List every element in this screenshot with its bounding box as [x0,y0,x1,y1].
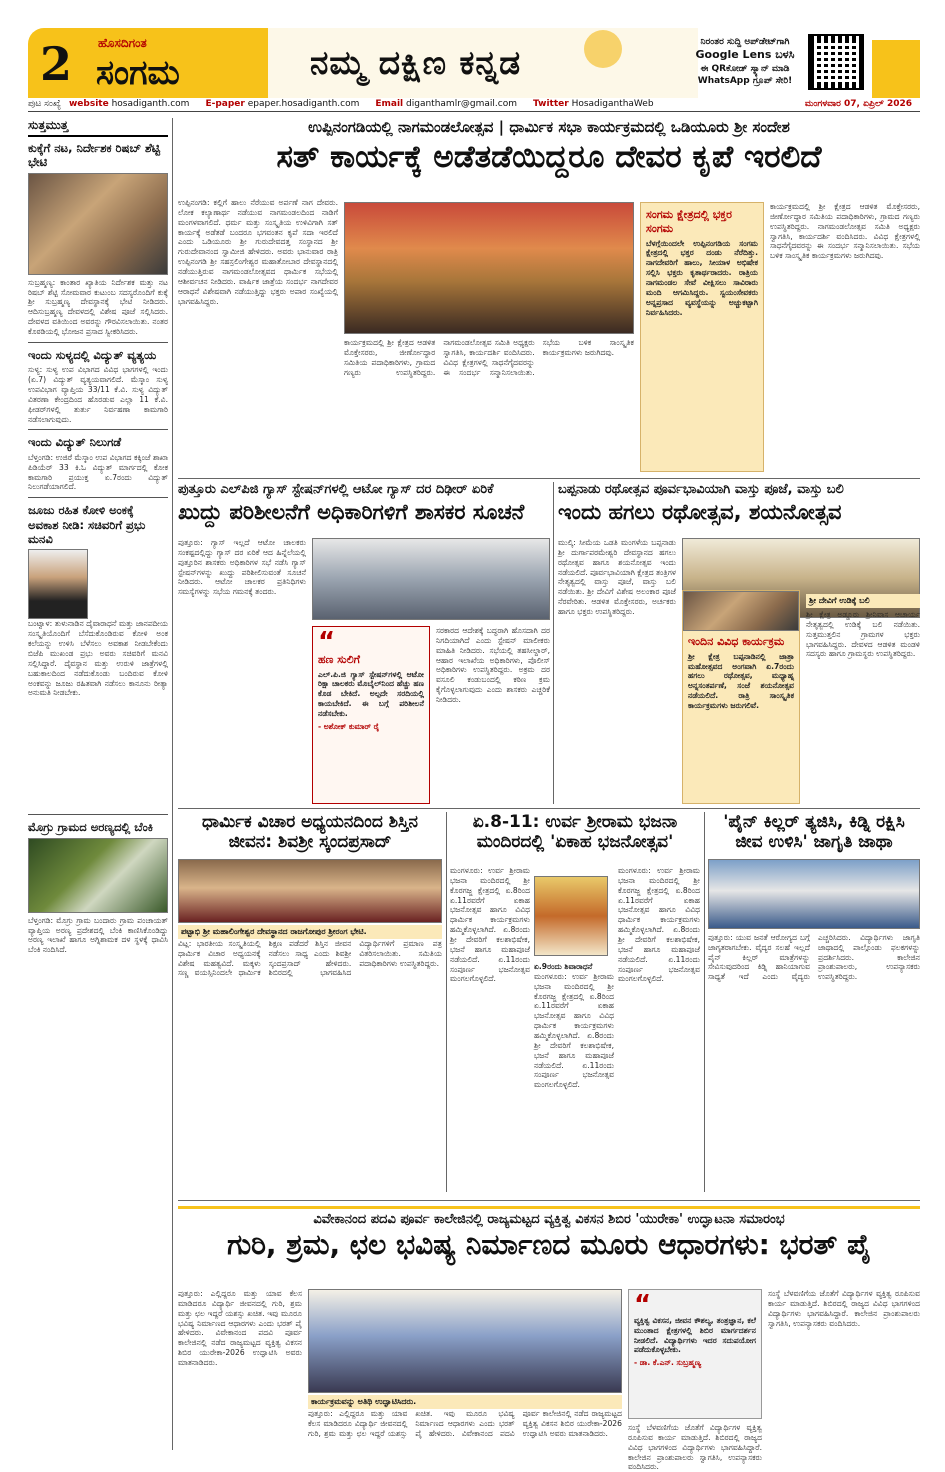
gas-text: ಪುತ್ತೂರು: ಗ್ಯಾಸ್ ಇಲ್ಲದೆ ಆಟೋ ಚಾಲಕರು ಸಂಕಷ್ಟದಲ್ಲಿದ್ದು ಗ್ಯಾಸ್ ದರ ಏರಿಕೆ ಆದ ಹಿನ್ನೆಲೆಯಲ್ಲಿ ಪುತ್ತೂರಿನ ಶಾಸಕರು ಅಧಿಕಾರಿಗಳ ಸಭೆ ನಡೆಸಿ ಗ್ಯಾಸ್ ಸ್ಟೇಷನ್‌ಗಳನ್ನು ಖುದ್ದು ಪರಿಶೀಲಿಸುವಂತೆ ಸೂಚನೆ ನೀಡಿದರು. ಆಟೋ ಚಾಲಕರ ಪ್ರತಿನಿಧಿಗಳು ಸಮಸ್ಯೆಗಳನ್ನು ಸಭೆಯ ಗಮನಕ್ಕೆ ತಂದರು. [178,538,306,597]
viv-photo-caption: ಕಾರ್ಯಕ್ರಮವನ್ನು ಅತಿಥಿ ಉದ್ಘಾಟಿಸಿದರು. [308,1395,622,1409]
masthead [0,0,945,112]
bhajana-text-2: ಮಂಗಳೂರು: ಉರ್ವ ಶ್ರೀರಾಮ ಭಜನಾ ಮಂದಿರದಲ್ಲಿ ಶ್ರೀ ಕೊರಗಜ್ಜ ಕ್ಷೇತ್ರದಲ್ಲಿ ಏ.8ರಿಂದ ಏ.11ರವರೆಗೆ ಏಕಾಹ ಭಜನೋತ್ಸವ ಹಾಗೂ ವಿವಿಧ ಧಾರ್ಮಿಕ ಕಾರ್ಯಕ್ರಮಗಳು ಹಮ್ಮಿಕೊಳ್ಳಲಾಗಿದೆ. ಏ.8ರಂದು ಶ್ರೀ ದೇವರಿಗೆ ಕಲಶಾಭಿಷೇಕ, ಭಜನೆ ಹಾಗೂ ಮಹಾಪೂಜೆ ನಡೆಯಲಿದೆ. ಏ.11ರಂದು ಸಂಪೂರ್ಣ ಭಜನೋತ್ಸವ ಮಂಗಲಗೊಳ್ಳಲಿದೆ. [534,971,614,1090]
email-label: Email [375,99,404,110]
epaper-label: E-paper [205,99,245,110]
section-title: ನಮ್ಮ ದಕ್ಷಿಣ ಕನ್ನಡ [310,43,522,82]
bhajana-headline: ಏ.8-11: ಉರ್ವ ಶ್ರೀರಾಮ ಭಜನಾ ಮಂದಿರದಲ್ಲಿ 'ಏಕಾಹ ಭಜನೋತ್ಸವ' [472,812,678,853]
brand-big: ಸಂಗಮ [96,53,180,93]
dharmika-photo [178,859,442,923]
viv-kicker: ವಿವೇಕಾನಂದ ಪದವಿ ಪೂರ್ವ ಕಾಲೇಜಿನಲ್ಲಿ ರಾಜ್ಯಮಟ್ಟದ ವ್ಯಕ್ತಿತ್ವ ವಿಕಸನ ಶಿಬಿರ 'ಯುರೇಕಾ' ಉದ್ಘಾಟನಾ ಸಮಾರಂಭ [313,1212,785,1227]
column-rule [172,118,173,1450]
story-text: ಬೆಳ್ತಂಗಡಿ: ಮೊಗ್ರು ಗ್ರಾಮ ಬಂದಾರು ಗ್ರಾಮ ಪಂಚಾಯತ್ ವ್ಯಾಪ್ತಿಯ ಅರಣ್ಯ ಪ್ರದೇಶದಲ್ಲಿ ಬೆಂಕಿ ಕಾಣಿಸಿಕೊಂಡಿದ್ದು ಅರಣ್ಯ ಇಲಾಖೆ ಹಾಗೂ ಅಗ್ನಿಶಾಮಕ ದಳ ಸ್ಥಳಕ್ಕೆ ಧಾವಿಸಿ ಬೆಂಕಿ ನಂದಿಸಿದೆ. [28,915,168,955]
gas-story [178,482,550,804]
website-label: website [68,99,109,110]
section-rule [178,808,920,809]
website-link[interactable]: hosadiganth.com [111,99,190,110]
dharmika-text: ವಿಟ್ಲ: ಭಾರತೀಯ ಸಂಸ್ಕೃತಿಯಲ್ಲಿ ಧಾರ್ಮಿಕ ವಿಚಾರ ಅಧ್ಯಯನಕ್ಕೆ ವಿಶೇಷ ಮಹತ್ವವಿದೆ. ಮಕ್ಕಳು ಸಣ್ಣ ವಯಸ್ಸಿನಿಂದಲೇ ಧಾರ್ಮಿಕ ಶಿಕ್ಷಣ ಪಡೆದರೆ ಶಿಸ್ತಿನ ಜೀವನ ನಡೆಸಲು ಸಾಧ್ಯ ಎಂದು ಶಿವಶ್ರೀ ಸ್ಕಂದಪ್ರಸಾದ್ ಹೇಳಿದರು. ಶಿಬಿರದಲ್ಲಿ ಭಾಗವಹಿಸಿದ ವಿದ್ಯಾರ್ಥಿಗಳಿಗೆ ಪ್ರಮಾಣ ಪತ್ರ ವಿತರಿಸಲಾಯಿತು. ಸಮಿತಿಯ ಪದಾಧಿಕಾರಿಗಳು ಉಪಸ್ಥಿತರಿದ್ದರು. [178,938,442,978]
story-text: ಬಂಟ್ವಾಳ: ತುಳುನಾಡಿನ ದೈವಾರಾಧನೆ ಮತ್ತು ಜಾನಪದೀಯ ಸಂಸ್ಕೃತಿಯೊಂದಿಗೆ ಬೆಸೆದುಕೊಂಡಿರುವ ಕೋಳಿ ಅಂಕ ಕಲೆಯನ್ನು ಉಳಿಸಿ ಬೆಳೆಸಲು ಅವಕಾಶ ನೀಡಬೇಕೆಂದು ಬಿಜೆಪಿ ಮುಖಂಡ ಪ್ರಭು ಅವರು ಸಚಿವರಿಗೆ ಮನವಿ ಸಲ್ಲಿಸಿದ್ದಾರೆ. ದೈವಸ್ಥಾನ ಮತ್ತು ಉರುಳಿ ಜಾತ್ರೆಗಳಲ್ಲಿ ಬಹುಕಾಲದಿಂದ ನಡೆದುಕೊಂಡು ಬಂದಿರುವ ಕೋಳಿ ಅಂಕವನ್ನು ಜೂಜು ರಹಿತವಾಗಿ ನಡೆಸಲು ಕಾನೂನು ರೀತ್ಯಾ ಅನುಮತಿ ನೀಡಬೇಕು. [28,619,168,698]
lead-text: ಉಪ್ಪಿನಂಗಡಿ: ಕಲ್ಲಿಗೆ ಹಾಲು ನೆರೆಯುವ ಅರ್ಪಣೆ ನಾಗ ದೇವರು. ಲೋಕ ಕಲ್ಯಾಣಾರ್ಥ ನಡೆಯುವ ನಾಗಮಂಡಲದಿಂದ ನಾಡಿಗೆ ಮಂಗಳವಾಗಲಿದೆ. ಧರ್ಮ ಮತ್ತು ಸಂಸ್ಕೃತಿಯ ಉಳಿವಿಗಾಗಿ ಸತ್ ಕಾರ್ಯಕ್ಕೆ ಅಡೆತಡೆ ಬಂದರೂ ಭಗವಂತನ ಕೃಪೆ ಸದಾ ಇರಲಿದೆ ಎಂದು ಒಡಿಯೂರು ಶ್ರೀ ಗುರುದೇವದತ್ತ ಸಂಸ್ಥಾನದ ಶ್ರೀ ಗುರುದೇವಾನಂದ ಸ್ವಾಮೀಜಿ ಹೇಳಿದರು. ಅವರು ಭಾನುವಾರ ರಾತ್ರಿ ಉಪ್ಪಿನಂಗಡಿ ಶ್ರೀ ಸಹಸ್ರಲಿಂಗೇಶ್ವರ ಮಹಾತೋಬಾರ ದೇವಸ್ಥಾನದಲ್ಲಿ ನಡೆಯುತ್ತಿರುವ ನಾಗಮಂಡಲೋತ್ಸವದ ಧಾರ್ಮಿಕ ಸಭೆಯಲ್ಲಿ ಆಶೀರ್ವಚನ ನೀಡಿದರು. ವಾರ್ಷಿಕ ಜಾತ್ರೆಯ ಸಂದರ್ಭ ನಾಗದೇವರ ಆರಾಧನೆ ವಿಶೇಷವಾಗಿ ನಡೆಯುತ್ತಿದ್ದು ಭಕ್ತರು ಅಪಾರ ಸಂಖ್ಯೆಯಲ್ಲಿ ಭಾಗವಹಿಸಿದ್ದರು. [178,198,338,306]
divider [28,814,168,815]
quote-icon: “ [318,627,336,657]
quote-tag: ಹಣ ಸುಲಿಗೆ [318,652,360,666]
viv-text: ಪುತ್ತೂರು: ಎಲ್ಲಿದ್ದರೂ ಮತ್ತು ಯಾವ ಕೆಲಸ ಮಾಡಿದರೂ ವಿದ್ಯಾರ್ಥಿ ಜೀವನದಲ್ಲಿ ಗುರಿ, ಶ್ರಮ ಮತ್ತು ಛಲ ಇದ್ದರೆ ಯಶಸ್ಸು ಖಚಿತ. ಇವು ಮೂರೂ ಭವಿಷ್ಯ ನಿರ್ಮಾಣದ ಆಧಾರಗಳು ಎಂದು ಭರತ್ ಪೈ ಹೇಳಿದರು. ವಿವೇಕಾನಂದ ಪದವಿ ಪೂರ್ವ ಕಾಲೇಜಿನಲ್ಲಿ ನಡೆದ ರಾಜ್ಯಮಟ್ಟದ ವ್ಯಕ್ತಿತ್ವ ವಿಕಸನ ಶಿಬಿರ ಯುರೇಕಾ-2026 ಉದ್ಘಾಟಿಸಿ ಅವರು ಮಾತನಾಡಿದರು. [178,1289,302,1368]
email-link[interactable]: diganthamlr@gmail.com [406,99,517,110]
ratha-headline: ಇಂದು ಹಗಲು ರಥೋತ್ಸವ, ಶಯನೋತ್ಸವ [558,499,842,524]
bhajana-text: ಮಂಗಳೂರು: ಉರ್ವ ಶ್ರೀರಾಮ ಭಜನಾ ಮಂದಿರದಲ್ಲಿ ಶ್ರೀ ಕೊರಗಜ್ಜ ಕ್ಷೇತ್ರದಲ್ಲಿ ಏ.8ರಿಂದ ಏ.11ರವರೆಗೆ ಏಕಾಹ ಭಜನೋತ್ಸವ ಹಾಗೂ ವಿವಿಧ ಧಾರ್ಮಿಕ ಕಾರ್ಯಕ್ರಮಗಳು ಹಮ್ಮಿಕೊಳ್ಳಲಾಗಿದೆ. ಏ.8ರಂದು ಶ್ರೀ ದೇವರಿಗೆ ಕಲಶಾಭಿಷೇಕ, ಭಜನೆ ಹಾಗೂ ಮಹಾಪೂಜೆ ನಡೆಯಲಿದೆ. ಏ.11ರಂದು ಸಂಪೂರ್ಣ ಭಜನೋತ್ಸವ ಮಂಗಲಗೊಳ್ಳಲಿದೆ. [450,866,530,984]
bhajana-photo [534,876,608,956]
info-bar [28,99,920,112]
qr-line-4: WhatsApp ಗ್ರೂಪ್ ಸೇರಿ! [697,76,793,87]
dharmika-story [178,812,442,1192]
twitter-label: Twitter [532,99,569,110]
lead-kicker: ಉಪ್ಪಿನಂಗಡಿಯಲ್ಲಿ ನಾಗಮಂಡಲೋತ್ಸವ | ಧಾರ್ಮಿಕ ಸಭಾ ಕಾರ್ಯಕ್ರಮದಲ್ಲಿ ಒಡಿಯೂರು ಶ್ರೀ ಸಂದೇಶ [308,118,790,136]
kidney-story [708,812,920,1192]
divider [28,342,168,343]
page-number: 2 [40,37,73,91]
qr-line-1: ನಿರಂತರ ಸುದ್ದಿ ಅಪ್‌ಡೇಟ್‌ಗಾಗಿ [700,37,790,47]
section-rule [178,478,920,479]
bhajana-text-3: ಮಂಗಳೂರು: ಉರ್ವ ಶ್ರೀರಾಮ ಭಜನಾ ಮಂದಿರದಲ್ಲಿ ಶ್ರೀ ಕೊರಗಜ್ಜ ಕ್ಷೇತ್ರದಲ್ಲಿ ಏ.8ರಿಂದ ಏ.11ರವರೆಗೆ ಏಕಾಹ ಭಜನೋತ್ಸವ ಹಾಗೂ ವಿವಿಧ ಧಾರ್ಮಿಕ ಕಾರ್ಯಕ್ರಮಗಳು ಹಮ್ಮಿಕೊಳ್ಳಲಾಗಿದೆ. ಏ.8ರಂದು ಶ್ರೀ ದೇವರಿಗೆ ಕಲಶಾಭಿಷೇಕ, ಭಜನೆ ಹಾಗೂ ಮಹಾಪೂಜೆ ನಡೆಯಲಿದೆ. ಏ.11ರಂದು ಸಂಪೂರ್ಣ ಭಜನೋತ್ಸವ ಮಂಗಲಗೊಳ್ಳಲಿದೆ. [618,866,700,984]
viv-quote-author: - ಡಾ. ಕೆ.ಎನ್. ಸುಬ್ರಹ್ಮಣ್ಯ [634,1358,702,1368]
vivekananda-story [178,1206,920,1472]
viv-quote-text: ವ್ಯಕ್ತಿತ್ವ ವಿಕಸನ, ಜೀವನ ಕೌಶಲ್ಯ, ತಂತ್ರಜ್ಞಾನ, ಕಲೆ ಮುಂತಾದ ಕ್ಷೇತ್ರಗಳಲ್ಲಿ ಶಿಬಿರ ಮಾರ್ಗದರ್ಶನ ನೀಡಲಿದೆ. ವಿದ್ಯಾರ್ಥಿಗಳು ಇದರ ಸದುಪಯೋಗ ಪಡೆದುಕೊಳ್ಳಬೇಕು. [634,1315,756,1355]
story-headline: ಇಂದು ವಿದ್ಯುತ್ ನಿಲುಗಡೆ [28,435,122,450]
lead-sidebar-box [640,202,764,472]
ratha-story [558,482,920,804]
lead-right-text: ಕಾರ್ಯಕ್ರಮದಲ್ಲಿ ಶ್ರೀ ಕ್ಷೇತ್ರದ ಆಡಳಿತ ಮೊಕ್ತೇಸರರು, ಜೀರ್ಣೋದ್ಧಾರ ಸಮಿತಿಯ ಪದಾಧಿಕಾರಿಗಳು, ಗ್ರಾಮದ ಗಣ್ಯರು ಉಪಸ್ಥಿತರಿದ್ದರು. ನಾಗಮಂಡಲೋತ್ಸವ ಸಮಿತಿ ಅಧ್ಯಕ್ಷರು ಸ್ವಾಗತಿಸಿ, ಕಾರ್ಯದರ್ಶಿ ವಂದಿಸಿದರು. ವಿವಿಧ ಕ್ಷೇತ್ರಗಳಲ್ಲಿ ಸಾಧನೆಗೈದವರನ್ನು ಈ ಸಂದರ್ಭ ಸನ್ಮಾನಿಸಲಾಯಿತು. ಸಭೆಯ ಬಳಿಕ ಸಾಂಸ್ಕೃತಿಕ ಕಾರ್ಯಕ್ರಮಗಳು ಜರುಗಿದವು. [770,202,920,261]
qr-code-icon[interactable] [808,34,864,90]
lead-photo [344,202,634,334]
kidney-text: ಪುತ್ತೂರು: ಯುವ ಜನತೆ ಆರೋಗ್ಯದ ಬಗ್ಗೆ ಜಾಗೃತರಾಗಬೇಕು. ವೈದ್ಯರ ಸಲಹೆ ಇಲ್ಲದೆ ಪೈನ್ ಕಿಲ್ಲರ್ ಮಾತ್ರೆಗಳನ್ನು ಸೇವಿಸುವುದರಿಂದ ಕಿಡ್ನಿ ಹಾನಿಯಾಗುವ ಸಾಧ್ಯತೆ ಇದೆ ಎಂದು ವೈದ್ಯರು ಎಚ್ಚರಿಸಿದರು. ವಿದ್ಯಾರ್ಥಿಗಳು ಜಾಗೃತಿ ಜಾಥಾದಲ್ಲಿ ಪಾಲ್ಗೊಂಡು ಫಲಕಗಳನ್ನು ಪ್ರದರ್ಶಿಸಿದರು. ಕಾಲೇಜಿನ ಪ್ರಾಂಶುಪಾಲರು, ಉಪನ್ಯಾಸಕರು ಉಪಸ್ಥಿತರಿದ್ದರು. [708,932,920,982]
qr-instructions [690,36,800,87]
gas-photo [312,538,550,620]
ratha-box-tag: ಇಂದಿನ ವಿವಿಧ ಕಾರ್ಯಕ್ರಮ [688,635,785,648]
issue-date: ಮಂಗಳವಾರ 07, ಏಪ್ರಿಲ್ 2026 [804,99,912,110]
ratha-box [682,590,800,804]
sun-graphic [584,30,622,68]
dharmika-headline: ಧಾರ್ಮಿಕ ವಿಚಾರ ಅಧ್ಯಯನದಿಂದ ಶಿಸ್ತಿನ ಜೀವನ: ಶಿವಶ್ರೀ ಸ್ಕಂದಪ್ರಸಾದ್ [202,812,418,853]
bhajana-story [450,812,700,1192]
viv-text-under-quote: ಸಂಸ್ಥೆ ಬೆಳವಣಿಗೆಯ ಜೊತೆಗೆ ವಿದ್ಯಾರ್ಥಿಗಳ ವ್ಯಕ್ತಿತ್ವ ರೂಪಿಸುವ ಕಾರ್ಯ ಮಾಡುತ್ತಿದೆ. ಶಿಬಿರದಲ್ಲಿ ರಾಜ್ಯದ ವಿವಿಧ ಭಾಗಗಳಿಂದ ವಿದ್ಯಾರ್ಥಿಗಳು ಭಾಗವಹಿಸಿದ್ದಾರೆ. ಕಾಲೇಜಿನ ಪ್ರಾಂಶುಪಾಲರು ಸ್ವಾಗತಿಸಿ, ಉಪನ್ಯಾಸಕರು ವಂದಿಸಿದರು. [628,1423,762,1472]
column-label: ಸುತ್ತಮುತ್ತ [28,118,168,137]
gas-quote-box [312,626,430,804]
quote-icon: “ [634,1290,652,1320]
column-rule [704,812,705,1192]
forest-fire-photo [28,838,168,913]
gas-kicker: ಪುತ್ತೂರು ಎಲ್‌ಪಿಜಿ ಗ್ಯಾಸ್ ಸ್ಟೇಷನ್‌ಗಳಲ್ಲಿ ಆಟೋ ಗ್ಯಾಸ್ ದರ ದಿಢೀರ್ ಏರಿಕೆ [178,482,494,497]
ratha-caption: ಶ್ರೀ ದೇವಿಗೆ ಉಡಿಕ್ಕೆ ಬಲಿ [806,594,920,608]
qr-line-3: ಈ QRಕೋಡ್ ಸ್ಕ್ಯಾನ್ ಮಾಡಿ [700,63,790,74]
viv-right-text: ಸಂಸ್ಥೆ ಬೆಳವಣಿಗೆಯ ಜೊತೆಗೆ ವಿದ್ಯಾರ್ಥಿಗಳ ವ್ಯಕ್ತಿತ್ವ ರೂಪಿಸುವ ಕಾರ್ಯ ಮಾಡುತ್ತಿದೆ. ಶಿಬಿರದಲ್ಲಿ ರಾಜ್ಯದ ವಿವಿಧ ಭಾಗಗಳಿಂದ ವಿದ್ಯಾರ್ಥಿಗಳು ಭಾಗವಹಿಸಿದ್ದಾರೆ. ಕಾಲೇಜಿನ ಪ್ರಾಂಶುಪಾಲರು ಸ್ವಾಗತಿಸಿ, ಉಪನ್ಯಾಸಕರು ವಂದಿಸಿದರು. [768,1289,920,1328]
portrait-photo [28,549,88,619]
viv-photo [308,1289,622,1393]
ratha-text: ಮುಲ್ಕಿ: ಸೀಮೆಯ ಒಡತಿ ಮಂಗಳೆಯ ಬಪ್ಪನಾಡು ಶ್ರೀ ದುರ್ಗಾಪರಮೇಶ್ವರಿ ದೇವಸ್ಥಾನದ ಹಗಲು ರಥೋತ್ಸವ ಹಾಗೂ ಶಯನೋತ್ಸವ ಇಂದು ನಡೆಯಲಿದೆ. ಪೂರ್ವಭಾವಿಯಾಗಿ ಕ್ಷೇತ್ರದ ತಂತ್ರಿಗಳ ನೇತೃತ್ವದಲ್ಲಿ ವಾಸ್ತು ಪೂಜೆ, ವಾಸ್ತು ಬಲಿ ನಡೆಯಿತು. ಶ್ರೀ ದೇವಿಗೆ ವಿಶೇಷ ಅಲಂಕಾರ ಪೂಜೆ ನೆರವೇರಿತು. ಆಡಳಿತ ಮೊಕ್ತೇಸರರು, ಅರ್ಚಕರು ಹಾಗೂ ಭಕ್ತರು ಉಪಸ್ಥಿತರಿದ್ದರು. [558,538,676,617]
viv-headline: ಗುರಿ, ಶ್ರಮ, ಛಲ ಭವಿಷ್ಯ ನಿರ್ಮಾಣದ ಮೂರು ಆಧಾರಗಳು: ಭರತ್ ಪೈ [227,1227,871,1261]
bhajana-sub: ಏ.9ರಂದು ಶಿವಾರಾಧನೆ [534,962,593,971]
left-column [28,118,168,1448]
lead-text-continued: ಕಾರ್ಯಕ್ರಮದಲ್ಲಿ ಶ್ರೀ ಕ್ಷೇತ್ರದ ಆಡಳಿತ ಮೊಕ್ತೇಸರರು, ಜೀರ್ಣೋದ್ಧಾರ ಸಮಿತಿಯ ಪದಾಧಿಕಾರಿಗಳು, ಗ್ರಾಮದ ಗಣ್ಯರು ಉಪಸ್ಥಿತರಿದ್ದರು. ನಾಗಮಂಡಲೋತ್ಸವ ಸಮಿತಿ ಅಧ್ಯಕ್ಷರು ಸ್ವಾಗತಿಸಿ, ಕಾರ್ಯದರ್ಶಿ ವಂದಿಸಿದರು. ವಿವಿಧ ಕ್ಷೇತ್ರಗಳಲ್ಲಿ ಸಾಧನೆಗೈದವರನ್ನು ಈ ಸಂದರ್ಭ ಸನ್ಮಾನಿಸಲಾಯಿತು. ಸಭೆಯ ಬಳಿಕ ಸಾಂಸ್ಕೃತಿಕ ಕಾರ್ಯಕ್ರಮಗಳು ಜರುಗಿದವು. [344,338,634,377]
section-rule [178,1200,920,1201]
story-headline: ಜೂಜು ರಹಿತ ಕೋಳಿ ಅಂಕಕ್ಕೆ ಅವಕಾಶ ನೀಡಿ: ಸಚಿವರಿಗೆ ಪ್ರಭು ಮನವಿ [28,503,146,546]
kidney-photo [708,859,920,929]
story-headline: ಇಂದು ಸುಳ್ಯದಲ್ಲಿ ವಿದ್ಯುತ್ ವ್ಯತ್ಯಯ [28,347,157,362]
epaper-link[interactable]: epaper.hosadiganth.com [247,99,360,110]
lead-box-text: ಬೆಳಗ್ಗೆಯಿಂದಲೇ ಉಪ್ಪಿನಂಗಡಿಯ ಸಂಗಮ ಕ್ಷೇತ್ರದಲ್ಲಿ ಭಕ್ತರ ದಂಡು ನೆರೆದಿತ್ತು. ನಾಗದೇವರಿಗೆ ಹಾಲು, ಸೀಯಾಳ ಅಭಿಷೇಕ ಸಲ್ಲಿಸಿ ಭಕ್ತರು ಕೃತಾರ್ಥರಾದರು. ರಾತ್ರಿಯ ನಾಗಮಂಡಲ ಸೇವೆ ವೀಕ್ಷಿಸಲು ಸಾವಿರಾರು ಮಂದಿ ಆಗಮಿಸಿದ್ದರು. ಸ್ವಯಂಸೇವಕರು ಅನ್ನಪ್ರಸಾದ ವ್ಯವಸ್ಥೆಯನ್ನು ಅಚ್ಚುಕಟ್ಟಾಗಿ ನಿರ್ವಹಿಸಿದರು. [646,238,758,317]
story-text: ಸುಳ್ಯ: ಸುಳ್ಯ ಉಪ ವಿಭಾಗದ ವಿವಿಧ ಭಾಗಗಳಲ್ಲಿ ಇಂದು (ಏ.7) ವಿದ್ಯುತ್ ವ್ಯತ್ಯಯವಾಗಲಿದೆ. ಮೆಸ್ಕಾಂ ಸುಳ್ಯ ಉಪವಿಭಾಗ ವ್ಯಾಪ್ತಿಯ 33/11 ಕೆ.ವಿ. ಸುಳ್ಯ ವಿದ್ಯುತ್ ವಿತರಣಾ ಕೇಂದ್ರದಿಂದ ಹೊರಡುವ ಎಲ್ಲಾ 11 ಕೆ.ವಿ. ಫೀಡರ್‌ಗಳಲ್ಲಿ ತುರ್ತು ನಿರ್ವಹಣಾ ಕಾಮಗಾರಿ ನಡೆಸಲಾಗುವುದು. [28,365,168,424]
lead-story [178,118,920,474]
column-rule [446,812,447,1192]
story-headline: ಮೊಗ್ರು ಗ್ರಾಮದ ಅರಣ್ಯದಲ್ಲಿ ಬೆಂಕಿ [28,820,154,835]
divider [28,429,168,430]
story-text: ಬೆಳ್ತಂಗಡಿ: ಉಜಿರೆ ಮೆಸ್ಕಾಂ ಉಪ ವಿಭಾಗದ ಕಕ್ಕಿಂಜೆ ಶಾಖಾ ಪಿಡಿಯೆರ್ 33 ಕಿ.ಓ ವಿದ್ಯುತ್ ಮಾರ್ಗದಲ್ಲಿ ಕೋಕ ಕಾಮಗಾರಿ ಪ್ರಯುಕ್ತ ಏ.7ರಂದು ವಿದ್ಯುತ್ ನಿಲುಗಡೆಯಾಗಲಿದೆ. [28,452,168,492]
story-photo [28,173,168,275]
story-headline: ಕುಕ್ಕೆಗೆ ನಟ, ನಿರ್ದೇಶಕ ರಿಷಬ್ ಶೆಟ್ಟಿ ಭೇಟಿ [28,141,161,170]
gas-right-text: ಸರಕಾರದ ಆದೇಶಕ್ಕೆ ಬದ್ಧರಾಗಿ ಹೊಸದಾಗಿ ದರ ನಿಗದಿಯಾಗಿದೆ ಎಂದು ಸ್ಟೇಷನ್ ಮಾಲೀಕರು ಮಾಹಿತಿ ನೀಡಿದರು. ಸಭೆಯಲ್ಲಿ ತಹಸೀಲ್ದಾರ್, ಆಹಾರ ಇಲಾಖೆಯ ಅಧಿಕಾರಿಗಳು, ಪೊಲೀಸ್ ಅಧಿಕಾರಿಗಳು ಉಪಸ್ಥಿತರಿದ್ದರು. ಅಕ್ರಮ ದರ ವಸೂಲಿ ಕಂಡುಬಂದಲ್ಲಿ ಕಠಿಣ ಕ್ರಮ ಕೈಗೊಳ್ಳಲಾಗುವುದು ಎಂದು ಶಾಸಕರು ಎಚ್ಚರಿಕೆ ನೀಡಿದರು. [436,626,550,705]
quote-text: ಎಲ್.ಪಿ.ಜಿ ಗ್ಯಾಸ್ ಸ್ಟೇಷನ್‌ಗಳಲ್ಲಿ ಆಟೋ ರಿಕ್ಷಾ ಚಾಲಕರು ಮೊಬೈಲ್‌ನಿಂದ ಹೆಚ್ಚು ಹಣ ಕೊಡ ಬೇಕಿದೆ. ಅಲ್ಪದೇ ಸರದಿಯಲ್ಲಿ ಕಾಯಬೇಕಿದೆ. ಈ ಬಗ್ಗೆ ಪರಿಶೀಲನೆ ನಡೆಸಬೇಕು. [318,669,424,718]
kidney-headline: 'ಪೈನ್ ಕಿಲ್ಲರ್ ತ್ಯಜಿಸಿ, ಕಿಡ್ನಿ ರಕ್ಷಿಸಿ ಜೀವ ಉಳಿಸಿ' ಜಾಗೃತಿ ಜಾಥಾ [723,812,905,853]
ratha-box-text: ಶ್ರೀ ಕ್ಷೇತ್ರ ಬಪ್ಪನಾಡಿನಲ್ಲಿ ಜಾತ್ರಾ ಮಹೋತ್ಸವದ ಅಂಗವಾಗಿ ಏ.7ರಂದು ಹಗಲು ರಥೋತ್ಸವ, ಮಧ್ಯಾಹ್ನ ಅನ್ನಸಂತರ್ಪಣೆ, ಸಂಜೆ ಶಯನೋತ್ಸವ ನಡೆಯಲಿದೆ. ರಾತ್ರಿ ಸಾಂಸ್ಕೃತಿಕ ಕಾರ್ಯಕ್ರಮಗಳು ಜರುಗಲಿವೆ. [688,651,794,711]
masthead-yellow-side [872,40,920,98]
story-text: ಸುಬ್ರಹ್ಮಣ್ಯ: ಕಾಂತಾರ ಖ್ಯಾತಿಯ ನಿರ್ದೇಶಕ ಮತ್ತು ನಟ ರಿಷಬ್ ಶೆಟ್ಟಿ ಸೋಮವಾರ ಕುಟುಂಬ ಸದಸ್ಯರೊಂದಿಗೆ ಕುಕ್ಕೆ ಶ್ರೀ ಸುಬ್ರಹ್ಮಣ್ಯ ದೇವಸ್ಥಾನಕ್ಕೆ ಭೇಟಿ ನೀಡಿದರು. ಆದಿಸುಬ್ರಹ್ಮಣ್ಯ ದೇವಳದಲ್ಲಿ ವಿಶೇಷ ಪೂಜೆ ಸಲ್ಲಿಸಿದರು. ದೇವಳದ ವತಿಯಿಂದ ಅವರನ್ನು ಗೌರವಿಸಲಾಯಿತು. ನಂತರ ಕೊಠಡಿಯಲ್ಲಿ ಭೋಜನ ಪ್ರಸಾದ ಸ್ವೀಕರಿಸಿದರು. [28,277,168,337]
viv-text-continued: ಪುತ್ತೂರು: ಎಲ್ಲಿದ್ದರೂ ಮತ್ತು ಯಾವ ಕೆಲಸ ಮಾಡಿದರೂ ವಿದ್ಯಾರ್ಥಿ ಜೀವನದಲ್ಲಿ ಗುರಿ, ಶ್ರಮ ಮತ್ತು ಛಲ ಇದ್ದರೆ ಯಶಸ್ಸು ಖಚಿತ. ಇವು ಮೂರೂ ಭವಿಷ್ಯ ನಿರ್ಮಾಣದ ಆಧಾರಗಳು ಎಂದು ಭರತ್ ಪೈ ಹೇಳಿದರು. ವಿವೇಕಾನಂದ ಪದವಿ ಪೂರ್ವ ಕಾಲೇಜಿನಲ್ಲಿ ನಡೆದ ರಾಜ್ಯಮಟ್ಟದ ವ್ಯಕ್ತಿತ್ವ ವಿಕಸನ ಶಿಬಿರ ಯುರೇಕಾ-2026 ಉದ್ಘಾಟಿಸಿ ಅವರು ಮಾತನಾಡಿದರು. [308,1409,622,1438]
divider [28,497,168,498]
lead-headline: ಸತ್ ಕಾರ್ಯಕ್ಕೆ ಅಡೆತಡೆಯಿದ್ದರೂ ದೇವರ ಕೃಪೆ ಇರಲಿದೆ [276,139,822,175]
viv-quote-box [628,1289,762,1419]
qr-line-2: Google Lens ಬಳಸಿ [695,48,795,62]
brand-small: ಹೊಸದಿಗಂತ [98,36,147,50]
quote-author: - ಅಶೋಕ್ ಕುಮಾರ್ ರೈ [318,721,380,731]
ratha-kicker: ಬಪ್ಪನಾಡು ರಥೋತ್ಸವ ಪೂರ್ವಭಾವಿಯಾಗಿ ವಾಸ್ತು ಪೂಜೆ, ವಾಸ್ತು ಬಲಿ [558,482,844,497]
twitter-link[interactable]: HosadiganthaWeb [571,99,654,110]
gas-headline: ಖುದ್ದು ಪರಿಶೀಲನೆಗೆ ಅಧಿಕಾರಿಗಳಿಗೆ ಶಾಸಕರ ಸೂಚನೆ [178,499,525,524]
page-label: ಪುಟ ಸಂಖ್ಯೆ [28,99,61,110]
dharmika-caption: ಪಟ್ಟಾಭಿ ಶ್ರೀ ಮಹಾಲಿಂಗೇಶ್ವರ ದೇವಸ್ಥಾನದ ರಾಜಗೋಪುರ ಶ್ರೀರಂಗ ಭೇಟಿ. [178,925,442,939]
ratha-box-photo [683,591,799,631]
lead-box-tag: ಸಂಗಮ ಕ್ಷೇತ್ರದಲ್ಲಿ ಭಕ್ತರ ಸಂಗಮ [646,208,732,235]
ratha-right-text: ಶ್ರೀ ಕ್ಷೇತ್ರ ಅಡ್ಡೂರು ಶ್ರೀನಿವಾಸ ಆಚಾರ್ಯ ನೇತೃತ್ವದಲ್ಲಿ ಉಡಿಕ್ಕೆ ಬಲಿ ನಡೆಯಿತು. ಸುತ್ತಮುತ್ತಲಿನ ಗ್ರಾಮಗಳ ಭಕ್ತರು ಭಾಗವಹಿಸಿದ್ದರು. ದೇವಳದ ಆಡಳಿತ ಮಂಡಳಿ ಸದಸ್ಯರು ಹಾಗೂ ಗ್ರಾಮಸ್ಥರು ಉಪಸ್ಥಿತರಿದ್ದರು. [806,610,920,659]
column-rule [553,482,554,804]
